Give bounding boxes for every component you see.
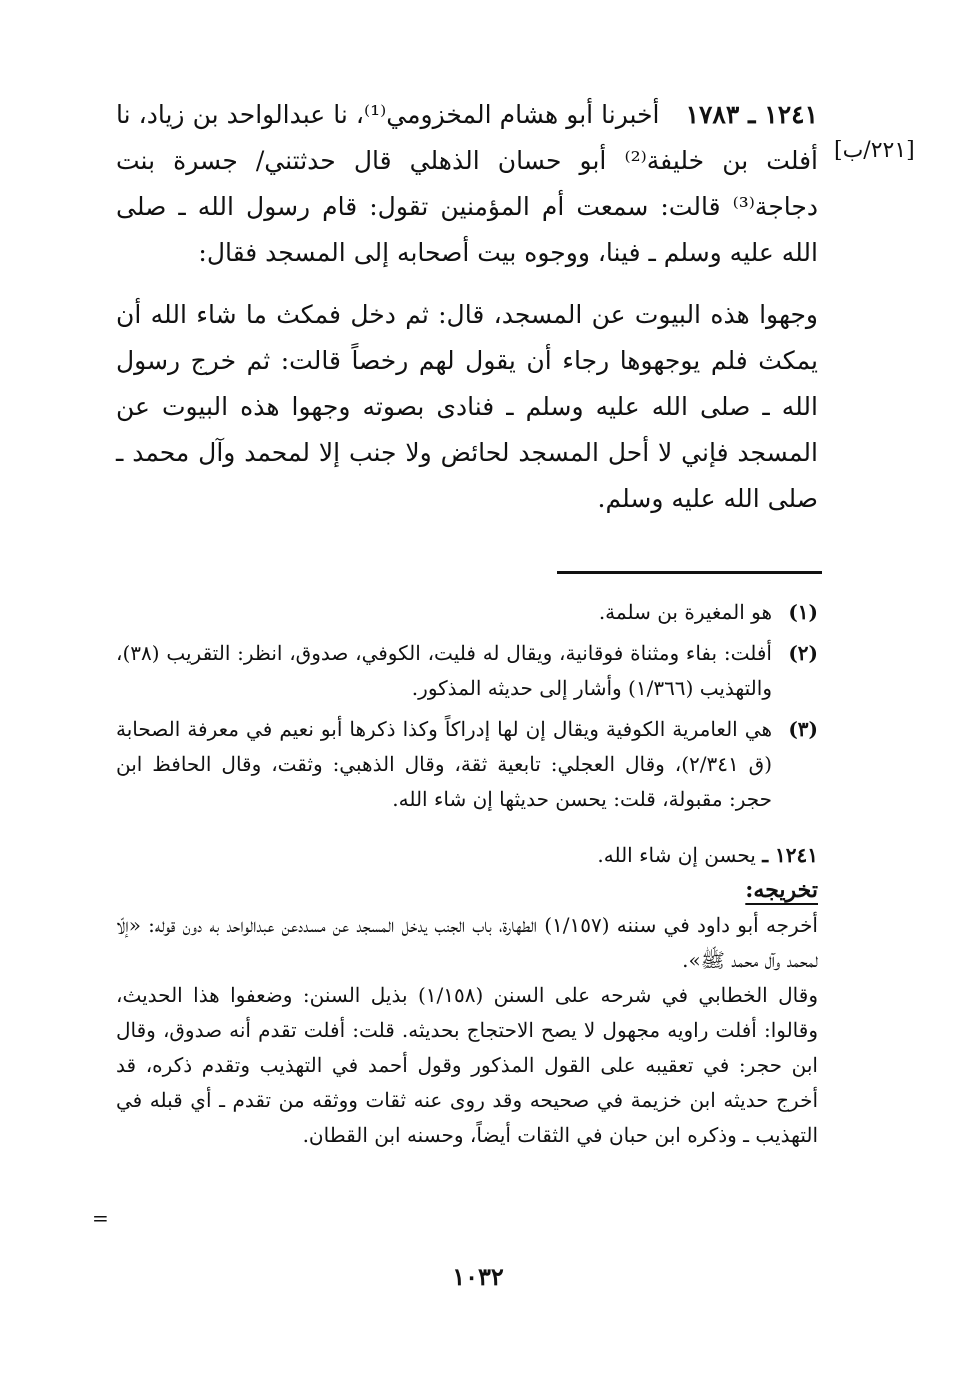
hadith-number: ١٢٤١ ـ ١٧٨٣ [685, 100, 818, 129]
footnote-number: (٣) [788, 717, 818, 741]
footnote-number: (٢) [788, 641, 818, 665]
footnote-text: هو المغيرة بن سلمة. [598, 600, 772, 624]
hadith-paragraph-2: وجهوا هذه البيوت عن المسجد، قال: ثم دخل فمكث ما شاء الله أن يمكث فلم يوجهوها رجاء أن يقول لهم رخصاً قالت: ثم خرج رسول الله ـ صلى الله عليه وسلم ـ فنادى بصوته وجهوا هذه البيوت عن المسجد فإني لا أحل المسجد لحائض ولا جنب إلا لمحمد وآل محمد ـ صلى الله عليه وسلم. [116, 300, 818, 513]
takhrij-paragraph-2: وقال الخطابي في شرحه على السنن (١/١٥٨) بذيل السنن: وضعفوا هذا الحديث، وقالوا: أفلت راويه مجهول لا يصح الاحتجاج بحديثه. قلت: أفلت تقدم أنه صدوق، وقال ابن حجر: في تعقيبه على القول المذكور وقول أحمد في التهذيب وتقدم ذكره، قد أخرج حديثه ابن خزيمة في صحيحه وقد روى عنه ثقات ووثقه من تقدم ـ أي قبله في التهذيب ـ وذكره ابن حبان في الثقات أيضاً، وحسنه ابن القطان. [116, 983, 818, 1147]
footnote-text: أفلت: بفاء ومثناة فوقانية، ويقال له فليت، الكوفي، صدوق، انظر: التقريب (٣٨)، والتهذيب (١/٣٦٦) وأشار إلى حديثه المذكور. [116, 641, 772, 700]
footnote-text: هي العامرية الكوفية ويقال إن لها إدراكاً وكذا ذكرها أبو نعيم في معرفة الصحابة (ق ٢/٣٤١)، وقال العجلي: تابعية ثقة، وقال الذهبي: وثقت، وقال الحافظ ابن حجر: مقبولة، قلت: يحسن حديثها إن شاء الله. [116, 717, 772, 811]
footnote-1 [116, 595, 818, 630]
takhrij-paragraph-1: أخرجه أبو داود في سننه (١/١٥٧) الطهارة، باب الجنب يدخل المسجد عن مسددعن عبدالواحد به دون قوله: «إلّا لمحمد وآل محمد ﷺ». [116, 913, 818, 972]
footnote-number: (١) [788, 600, 818, 624]
takhrij-heading: تخريجه: [745, 877, 818, 903]
page-number: ١٠٣٢ [452, 1262, 504, 1291]
continuation-mark: = [92, 1206, 109, 1230]
footnote-separator [557, 571, 822, 574]
grading-text: يحسن إن شاء الله. [597, 843, 756, 867]
takhrij-section [116, 838, 818, 1153]
footnote-2 [116, 636, 818, 706]
hadith-grading [116, 838, 818, 873]
hadith-text [116, 92, 818, 522]
hadith-isnad: أخبرنا أبو هشام المخزومي⁽¹⁾، نا عبدالواحد بن زياد، نا أفلت بن خليفة⁽²⁾ أبو حسان الذهلي قال حدثتني/ جسرة بنت دجاجة⁽³⁾ قالت: سمعت أم المؤمنين تقول: قام رسول الله ـ صلى الله عليه وسلم ـ فينا، ووجوه بيت أصحابه إلى المسجد فقال: [116, 100, 818, 267]
hadith-paragraph-1 [116, 92, 818, 276]
grading-number: ١٢٤١ ـ [762, 843, 818, 867]
footnotes [116, 595, 818, 823]
footnote-3 [116, 712, 818, 817]
manuscript-folio-reference: [٢٢١/ب] [834, 138, 915, 163]
